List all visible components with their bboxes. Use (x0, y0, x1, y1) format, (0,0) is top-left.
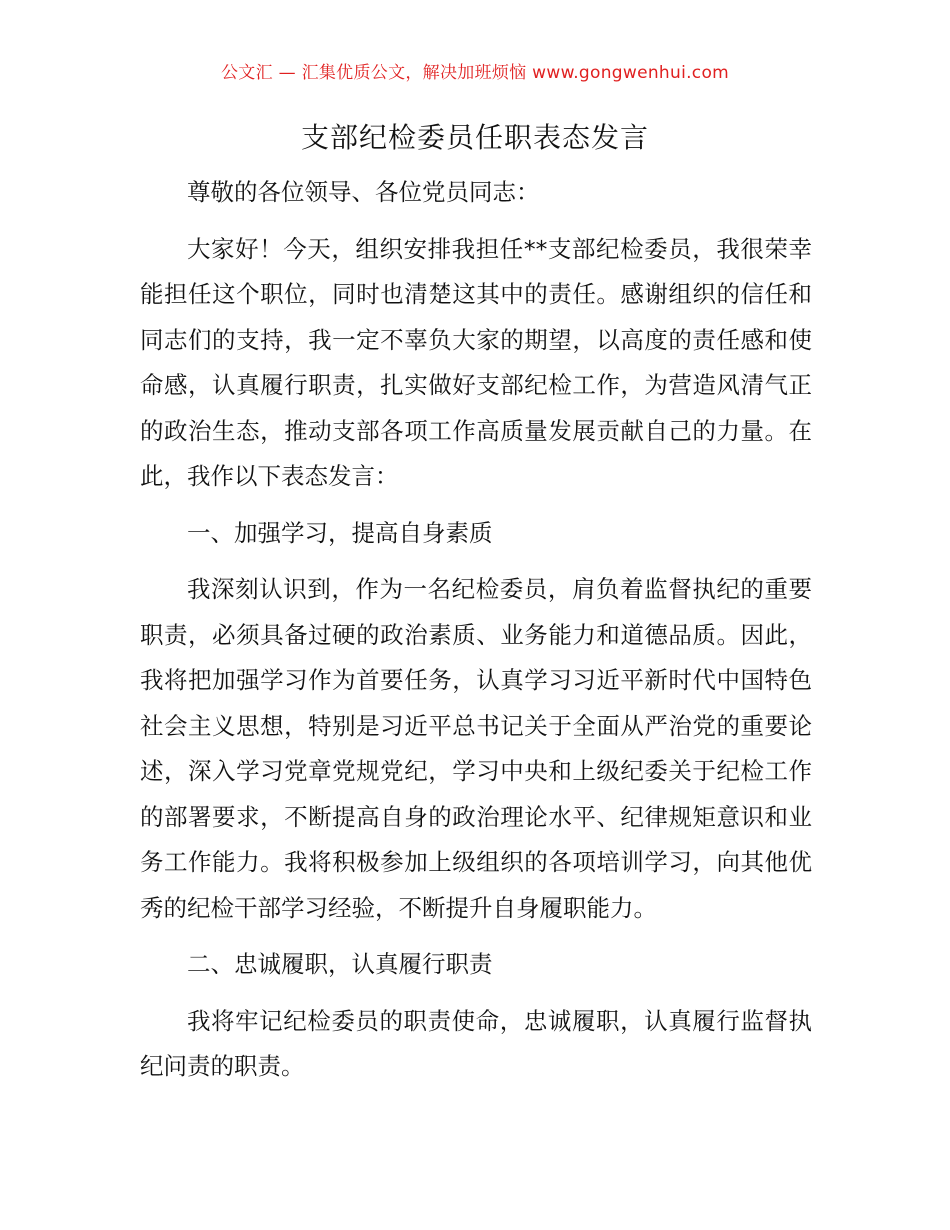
document-title: 支部纪检委员任职表态发言 (300, 121, 649, 154)
salutation-paragraph: 尊敬的各位领导、各位党员同志： (187, 178, 540, 206)
section-heading-2: 二、忠诚履职，认真履行职责 (187, 950, 493, 978)
section-paragraph-2: 我将牢记纪检委员的职责使命，忠诚履职，认真履行监督执纪问责的职责。 (140, 1006, 812, 1080)
intro-paragraph: 大家好！今天，组织安排我担任**支部纪检委员，我很荣幸能担任这个职位，同时也清楚这其中的责任。感谢组织的信任和同志们的支持，我一定不辜负大家的期望，以高度的责任感和使命感，认真履行职责，扎实做好支部纪检工作，为营造风清气正的政治生态，推动支部各项工作高质量发展贡献自己的力量。在此，我作以下表态发言： (140, 234, 812, 490)
document-body (140, 170, 812, 1101)
site-banner[interactable]: 公文汇 — 汇集优质公文，解决加班烦恼 www.gongwenhui.com (220, 63, 730, 83)
section-heading-1: 一、加强学习，提高自身素质 (187, 518, 493, 547)
section-paragraph-1: 我深刻认识到，作为一名纪检委员，肩负着监督执纪的重要职责，必须具备过硬的政治素质、业务能力和道德品质。因此，我将把加强学习作为首要任务，认真学习习近平新时代中国特色社会主义思想，特别是习近平总书记关于全面从严治党的重要论述，深入学习党章党规党纪，学习中央和上级纪委关于纪检工作的部署要求，不断提高自身的政治理论水平、纪律规矩意识和业务工作能力。我将积极参加上级组织的各项培训学习，向其他优秀的纪检干部学习经验，不断提升自身履职能力。 (140, 575, 812, 922)
